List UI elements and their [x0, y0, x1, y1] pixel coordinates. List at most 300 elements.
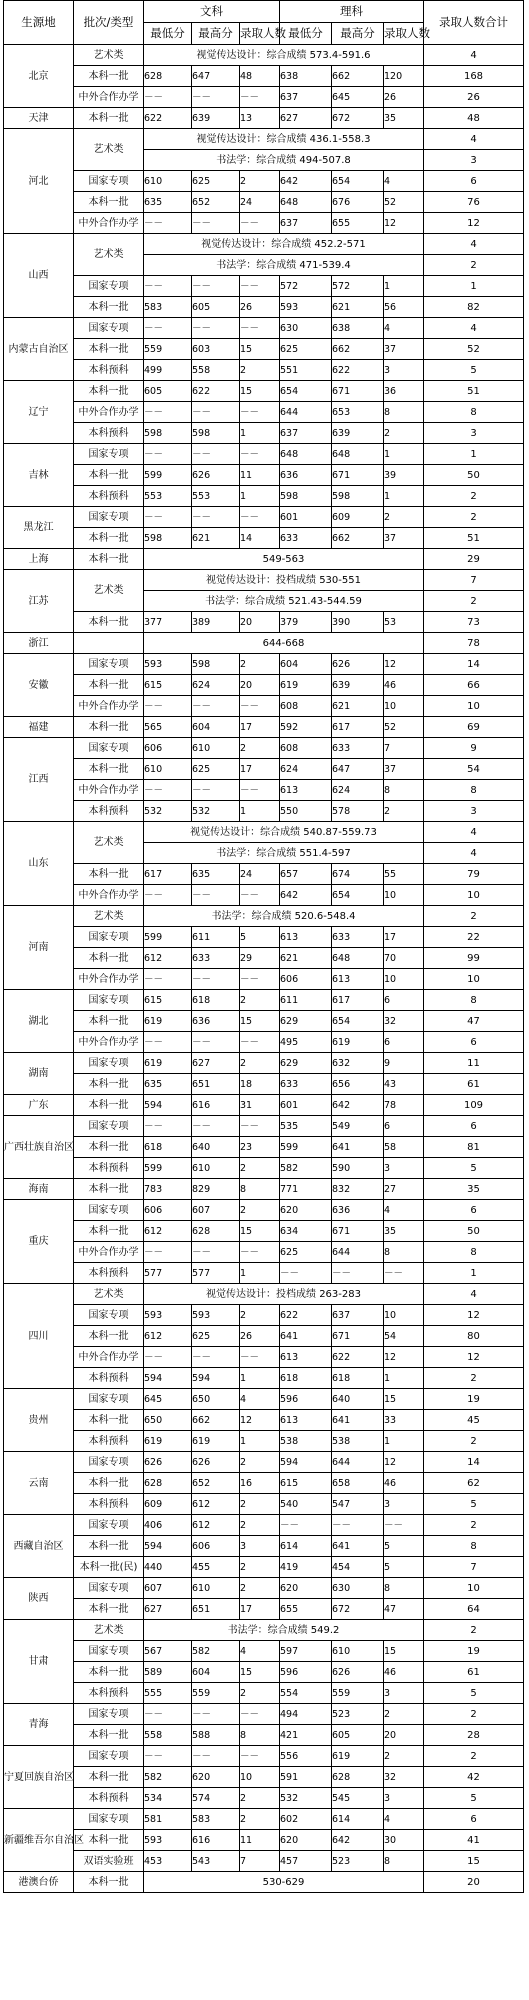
- wenke-value-cell: 604: [192, 717, 240, 738]
- like-value-cell: 644: [332, 1242, 384, 1263]
- wenke-value-cell: 615: [144, 990, 192, 1011]
- wenke-value-cell: 594: [144, 1536, 192, 1557]
- total-cell: 12: [424, 213, 524, 234]
- wenke-value-cell: 2: [240, 1305, 280, 1326]
- table-row: [4, 1704, 524, 1725]
- like-value-cell: 605: [332, 1725, 384, 1746]
- province-cell: 山东: [4, 822, 74, 906]
- batch-cell: 中外合作办学: [74, 1242, 144, 1263]
- like-value-cell: －－: [384, 1263, 424, 1284]
- wenke-value-cell: 567: [144, 1641, 192, 1662]
- table-row: [4, 675, 524, 696]
- batch-cell: 本科一批: [74, 1179, 144, 1200]
- header-batch: 批次/类型: [74, 1, 144, 45]
- like-value-cell: 591: [280, 1767, 332, 1788]
- wenke-value-cell: 640: [192, 1137, 240, 1158]
- like-value-cell: 619: [332, 1746, 384, 1767]
- like-value-cell: 613: [280, 1410, 332, 1431]
- like-value-cell: 8: [384, 402, 424, 423]
- total-cell: 168: [424, 66, 524, 87]
- header-like-max: 最高分: [332, 23, 384, 45]
- wenke-value-cell: 652: [192, 1473, 240, 1494]
- like-value-cell: 832: [332, 1179, 384, 1200]
- like-value-cell: 3: [384, 1683, 424, 1704]
- like-value-cell: 618: [332, 1368, 384, 1389]
- like-value-cell: 671: [332, 1326, 384, 1347]
- like-value-cell: 672: [332, 108, 384, 129]
- wenke-value-cell: 622: [192, 381, 240, 402]
- table-body: [4, 45, 524, 1893]
- like-value-cell: 658: [332, 1473, 384, 1494]
- batch-cell: 本科一批: [74, 1473, 144, 1494]
- wenke-value-cell: 625: [192, 171, 240, 192]
- total-cell: 50: [424, 1221, 524, 1242]
- batch-cell: 本科一批: [74, 1011, 144, 1032]
- wenke-value-cell: 534: [144, 1788, 192, 1809]
- table-row: [4, 1389, 524, 1410]
- table-row: [4, 1263, 524, 1284]
- table-row: [4, 1872, 524, 1893]
- province-cell: 港澳台侨: [4, 1872, 74, 1893]
- table-row: [4, 1221, 524, 1242]
- wenke-value-cell: 589: [144, 1662, 192, 1683]
- like-value-cell: 619: [280, 675, 332, 696]
- wenke-value-cell: 605: [144, 381, 192, 402]
- like-value-cell: 620: [280, 1200, 332, 1221]
- like-value-cell: 54: [384, 1326, 424, 1347]
- wenke-value-cell: 617: [144, 864, 192, 885]
- wenke-value-cell: 581: [144, 1809, 192, 1830]
- total-cell: 5: [424, 1788, 524, 1809]
- batch-cell: 本科一批: [74, 1725, 144, 1746]
- province-cell: 浙江: [4, 633, 74, 654]
- like-value-cell: 654: [280, 381, 332, 402]
- table-row: [4, 1095, 524, 1116]
- batch-cell: 国家专项: [74, 927, 144, 948]
- like-value-cell: 37: [384, 759, 424, 780]
- wenke-value-cell: 3: [240, 1536, 280, 1557]
- like-value-cell: 43: [384, 1074, 424, 1095]
- like-value-cell: 648: [280, 444, 332, 465]
- like-value-cell: 598: [332, 486, 384, 507]
- total-cell: 1: [424, 276, 524, 297]
- total-cell: 2: [424, 255, 524, 276]
- wenke-value-cell: 453: [144, 1851, 192, 1872]
- wenke-value-cell: 606: [192, 1536, 240, 1557]
- table-row: [4, 87, 524, 108]
- batch-cell: 本科一批: [74, 675, 144, 696]
- batch-cell: 国家专项: [74, 1746, 144, 1767]
- like-value-cell: 12: [384, 654, 424, 675]
- batch-cell: 国家专项: [74, 738, 144, 759]
- batch-cell: 本科一批: [74, 1767, 144, 1788]
- like-value-cell: 7: [384, 738, 424, 759]
- like-value-cell: 33: [384, 1410, 424, 1431]
- wenke-value-cell: 15: [240, 381, 280, 402]
- wenke-value-cell: 558: [144, 1725, 192, 1746]
- batch-cell: 国家专项: [74, 1053, 144, 1074]
- like-value-cell: 27: [384, 1179, 424, 1200]
- batch-cell: 本科预科: [74, 1158, 144, 1179]
- total-cell: 10: [424, 696, 524, 717]
- batch-cell: 本科预科: [74, 1263, 144, 1284]
- batch-cell: 艺术类: [74, 45, 144, 66]
- like-value-cell: 671: [332, 465, 384, 486]
- table-row: [4, 1179, 524, 1200]
- table-row: [4, 696, 524, 717]
- like-value-cell: 52: [384, 192, 424, 213]
- score-range-cell: 549-563: [144, 549, 424, 570]
- like-value-cell: 3: [384, 1158, 424, 1179]
- province-cell: 安徽: [4, 654, 74, 717]
- wenke-value-cell: 639: [192, 108, 240, 129]
- like-value-cell: 654: [332, 885, 384, 906]
- wenke-value-cell: 598: [144, 528, 192, 549]
- batch-cell: 国家专项: [74, 1200, 144, 1221]
- table-row: [4, 780, 524, 801]
- table-row: [4, 1305, 524, 1326]
- table-row: [4, 1557, 524, 1578]
- total-cell: 28: [424, 1725, 524, 1746]
- table-row: [4, 1809, 524, 1830]
- wenke-value-cell: 2: [240, 1494, 280, 1515]
- batch-cell: 国家专项: [74, 1809, 144, 1830]
- like-value-cell: 639: [332, 675, 384, 696]
- header-like: 理科: [280, 1, 424, 23]
- like-value-cell: 594: [280, 1452, 332, 1473]
- like-value-cell: 641: [332, 1137, 384, 1158]
- province-cell: 北京: [4, 45, 74, 108]
- province-cell: 甘肃: [4, 1620, 74, 1704]
- table-row: [4, 1578, 524, 1599]
- batch-cell: 国家专项: [74, 318, 144, 339]
- like-value-cell: 421: [280, 1725, 332, 1746]
- table-row: [4, 1599, 524, 1620]
- wenke-value-cell: －－: [144, 696, 192, 717]
- like-value-cell: 620: [280, 1830, 332, 1851]
- like-value-cell: 610: [332, 1641, 384, 1662]
- wenke-value-cell: －－: [240, 87, 280, 108]
- total-cell: 54: [424, 759, 524, 780]
- total-cell: 2: [424, 1746, 524, 1767]
- like-value-cell: 599: [280, 1137, 332, 1158]
- wenke-value-cell: －－: [144, 1242, 192, 1263]
- province-cell: 河北: [4, 129, 74, 234]
- wenke-value-cell: 2: [240, 1452, 280, 1473]
- wenke-value-cell: 2: [240, 1515, 280, 1536]
- total-cell: 5: [424, 1683, 524, 1704]
- table-row: [4, 444, 524, 465]
- wenke-value-cell: －－: [192, 1746, 240, 1767]
- like-value-cell: 613: [332, 969, 384, 990]
- wenke-value-cell: －－: [240, 885, 280, 906]
- table-row: [4, 1725, 524, 1746]
- wenke-value-cell: 593: [144, 1305, 192, 1326]
- like-value-cell: 39: [384, 465, 424, 486]
- wenke-value-cell: －－: [192, 402, 240, 423]
- wenke-value-cell: 593: [192, 1305, 240, 1326]
- like-value-cell: 47: [384, 1599, 424, 1620]
- like-value-cell: 641: [332, 1410, 384, 1431]
- wenke-value-cell: －－: [144, 87, 192, 108]
- wenke-value-cell: 783: [144, 1179, 192, 1200]
- batch-cell: 本科一批: [74, 1221, 144, 1242]
- batch-cell: 本科一批: [74, 1326, 144, 1347]
- total-cell: 4: [424, 129, 524, 150]
- wenke-value-cell: 17: [240, 1599, 280, 1620]
- like-value-cell: －－: [280, 1515, 332, 1536]
- table-row: [4, 1431, 524, 1452]
- batch-cell: 中外合作办学: [74, 780, 144, 801]
- like-value-cell: 662: [332, 66, 384, 87]
- wenke-value-cell: 627: [144, 1599, 192, 1620]
- total-cell: 4: [424, 1284, 524, 1305]
- wenke-value-cell: 455: [192, 1557, 240, 1578]
- wenke-value-cell: －－: [192, 696, 240, 717]
- wenke-value-cell: －－: [240, 507, 280, 528]
- wenke-value-cell: 15: [240, 1221, 280, 1242]
- like-value-cell: 648: [332, 444, 384, 465]
- like-value-cell: 671: [332, 381, 384, 402]
- total-cell: 78: [424, 633, 524, 654]
- like-value-cell: 4: [384, 318, 424, 339]
- batch-cell: 国家专项: [74, 276, 144, 297]
- like-value-cell: 633: [332, 738, 384, 759]
- like-value-cell: 53: [384, 612, 424, 633]
- like-value-cell: 46: [384, 1662, 424, 1683]
- batch-cell: 本科一批: [74, 339, 144, 360]
- wenke-value-cell: 652: [192, 192, 240, 213]
- batch-cell: 艺术类: [74, 570, 144, 612]
- batch-cell: 中外合作办学: [74, 696, 144, 717]
- like-value-cell: 20: [384, 1725, 424, 1746]
- table-row: [4, 507, 524, 528]
- table-row: [4, 801, 524, 822]
- like-value-cell: 630: [332, 1578, 384, 1599]
- score-range-cell: 视觉传达设计：综合成绩 573.4-591.6: [144, 45, 424, 66]
- table-row: [4, 1158, 524, 1179]
- province-cell: 辽宁: [4, 381, 74, 444]
- wenke-value-cell: 532: [144, 801, 192, 822]
- wenke-value-cell: －－: [240, 1746, 280, 1767]
- wenke-value-cell: －－: [144, 885, 192, 906]
- wenke-value-cell: 610: [192, 1578, 240, 1599]
- like-value-cell: 3: [384, 360, 424, 381]
- wenke-value-cell: 11: [240, 1830, 280, 1851]
- total-cell: 20: [424, 1872, 524, 1893]
- like-value-cell: 648: [280, 192, 332, 213]
- like-value-cell: 4: [384, 1200, 424, 1221]
- total-cell: 45: [424, 1410, 524, 1431]
- total-cell: 41: [424, 1830, 524, 1851]
- score-range-cell: 书法学：综合成绩 549.2: [144, 1620, 424, 1641]
- batch-cell: 国家专项: [74, 1578, 144, 1599]
- wenke-value-cell: 610: [144, 759, 192, 780]
- wenke-value-cell: －－: [192, 969, 240, 990]
- like-value-cell: 1: [384, 444, 424, 465]
- wenke-value-cell: 610: [144, 171, 192, 192]
- total-cell: 4: [424, 822, 524, 843]
- wenke-value-cell: 2: [240, 1200, 280, 1221]
- batch-cell: 国家专项: [74, 171, 144, 192]
- total-cell: 7: [424, 1557, 524, 1578]
- like-value-cell: 10: [384, 885, 424, 906]
- wenke-value-cell: 594: [192, 1368, 240, 1389]
- wenke-value-cell: 1: [240, 801, 280, 822]
- province-cell: 湖北: [4, 990, 74, 1053]
- score-range-cell: 书法学：综合成绩 471-539.4: [144, 255, 424, 276]
- like-value-cell: 613: [280, 780, 332, 801]
- total-cell: 61: [424, 1662, 524, 1683]
- like-value-cell: 8: [384, 780, 424, 801]
- table-row: [4, 822, 524, 843]
- total-cell: 1: [424, 444, 524, 465]
- wenke-value-cell: 618: [192, 990, 240, 1011]
- like-value-cell: 642: [332, 1830, 384, 1851]
- province-cell: 陕西: [4, 1578, 74, 1620]
- like-value-cell: 657: [280, 864, 332, 885]
- wenke-value-cell: －－: [192, 1116, 240, 1137]
- table-row: [4, 1074, 524, 1095]
- like-value-cell: 10: [384, 969, 424, 990]
- like-value-cell: 624: [332, 780, 384, 801]
- total-cell: 109: [424, 1095, 524, 1116]
- wenke-value-cell: 628: [144, 66, 192, 87]
- wenke-value-cell: －－: [144, 1746, 192, 1767]
- batch-cell: 本科一批: [74, 1095, 144, 1116]
- wenke-value-cell: 619: [144, 1011, 192, 1032]
- like-value-cell: 540: [280, 1494, 332, 1515]
- wenke-value-cell: －－: [240, 276, 280, 297]
- wenke-value-cell: 12: [240, 1410, 280, 1431]
- like-value-cell: 1: [384, 1368, 424, 1389]
- wenke-value-cell: 598: [192, 423, 240, 444]
- like-value-cell: 12: [384, 1452, 424, 1473]
- score-range-cell: 视觉传达设计：综合成绩 540.87-559.73: [144, 822, 424, 843]
- batch-cell: 中外合作办学: [74, 402, 144, 423]
- wenke-value-cell: 20: [240, 675, 280, 696]
- table-row: [4, 1788, 524, 1809]
- table-row: [4, 1200, 524, 1221]
- wenke-value-cell: 626: [192, 465, 240, 486]
- table-row: [4, 885, 524, 906]
- table-row: [4, 1032, 524, 1053]
- wenke-value-cell: 1: [240, 1368, 280, 1389]
- batch-cell: 国家专项: [74, 444, 144, 465]
- header-total: 录取人数合计: [424, 1, 524, 45]
- total-cell: 5: [424, 1158, 524, 1179]
- wenke-value-cell: 577: [144, 1263, 192, 1284]
- batch-cell: 本科一批: [74, 1410, 144, 1431]
- like-value-cell: 538: [280, 1431, 332, 1452]
- like-value-cell: 495: [280, 1032, 332, 1053]
- wenke-value-cell: 389: [192, 612, 240, 633]
- like-value-cell: 637: [280, 423, 332, 444]
- wenke-value-cell: 16: [240, 1473, 280, 1494]
- like-value-cell: 55: [384, 864, 424, 885]
- table-row: [4, 549, 524, 570]
- wenke-value-cell: 609: [144, 1494, 192, 1515]
- total-cell: 5: [424, 1494, 524, 1515]
- wenke-value-cell: 17: [240, 759, 280, 780]
- province-cell: 宁夏回族自治区: [4, 1746, 74, 1809]
- batch-cell: 艺术类: [74, 906, 144, 927]
- like-value-cell: 494: [280, 1704, 332, 1725]
- total-cell: 4: [424, 45, 524, 66]
- like-value-cell: 619: [332, 1032, 384, 1053]
- wenke-value-cell: 612: [144, 948, 192, 969]
- wenke-value-cell: －－: [240, 1242, 280, 1263]
- like-value-cell: 654: [332, 1011, 384, 1032]
- province-cell: 西藏自治区: [4, 1515, 74, 1578]
- table-row: [4, 1536, 524, 1557]
- table-row: [4, 1767, 524, 1788]
- batch-cell: 本科一批: [74, 528, 144, 549]
- table-row: [4, 402, 524, 423]
- batch-cell: 本科一批: [74, 1830, 144, 1851]
- like-value-cell: 614: [280, 1536, 332, 1557]
- table-row: [4, 465, 524, 486]
- total-cell: 2: [424, 1704, 524, 1725]
- batch-cell: 本科预科: [74, 360, 144, 381]
- like-value-cell: 12: [384, 213, 424, 234]
- wenke-value-cell: 2: [240, 1557, 280, 1578]
- wenke-value-cell: 17: [240, 717, 280, 738]
- wenke-value-cell: 558: [192, 360, 240, 381]
- total-cell: 3: [424, 150, 524, 171]
- total-cell: 6: [424, 1032, 524, 1053]
- batch-cell: 中外合作办学: [74, 969, 144, 990]
- wenke-value-cell: －－: [192, 1347, 240, 1368]
- province-cell: 海南: [4, 1179, 74, 1200]
- total-cell: 73: [424, 612, 524, 633]
- table-row: [4, 654, 524, 675]
- score-range-cell: 书法学：综合成绩 551.4-597: [144, 843, 424, 864]
- batch-cell: 本科预科: [74, 801, 144, 822]
- wenke-value-cell: －－: [192, 1242, 240, 1263]
- like-value-cell: 2: [384, 801, 424, 822]
- wenke-value-cell: －－: [240, 1116, 280, 1137]
- batch-cell: 本科一批: [74, 108, 144, 129]
- wenke-value-cell: －－: [144, 1347, 192, 1368]
- like-value-cell: 4: [384, 171, 424, 192]
- total-cell: 4: [424, 318, 524, 339]
- batch-cell: 国家专项: [74, 507, 144, 528]
- table-row: [4, 1473, 524, 1494]
- table-row: [4, 339, 524, 360]
- batch-cell: 艺术类: [74, 129, 144, 171]
- table-row: [4, 1242, 524, 1263]
- like-value-cell: 630: [280, 318, 332, 339]
- like-value-cell: 637: [280, 213, 332, 234]
- batch-cell: 中外合作办学: [74, 213, 144, 234]
- like-value-cell: 639: [332, 423, 384, 444]
- like-value-cell: 624: [280, 759, 332, 780]
- like-value-cell: 5: [384, 1536, 424, 1557]
- wenke-value-cell: 594: [144, 1368, 192, 1389]
- wenke-value-cell: －－: [144, 969, 192, 990]
- table-row: [4, 360, 524, 381]
- batch-cell: 本科一批: [74, 66, 144, 87]
- table-row: [4, 927, 524, 948]
- province-cell: 江苏: [4, 570, 74, 633]
- wenke-value-cell: 15: [240, 1662, 280, 1683]
- wenke-value-cell: －－: [144, 318, 192, 339]
- wenke-value-cell: 26: [240, 297, 280, 318]
- wenke-value-cell: 612: [192, 1494, 240, 1515]
- like-value-cell: 572: [280, 276, 332, 297]
- wenke-value-cell: －－: [144, 402, 192, 423]
